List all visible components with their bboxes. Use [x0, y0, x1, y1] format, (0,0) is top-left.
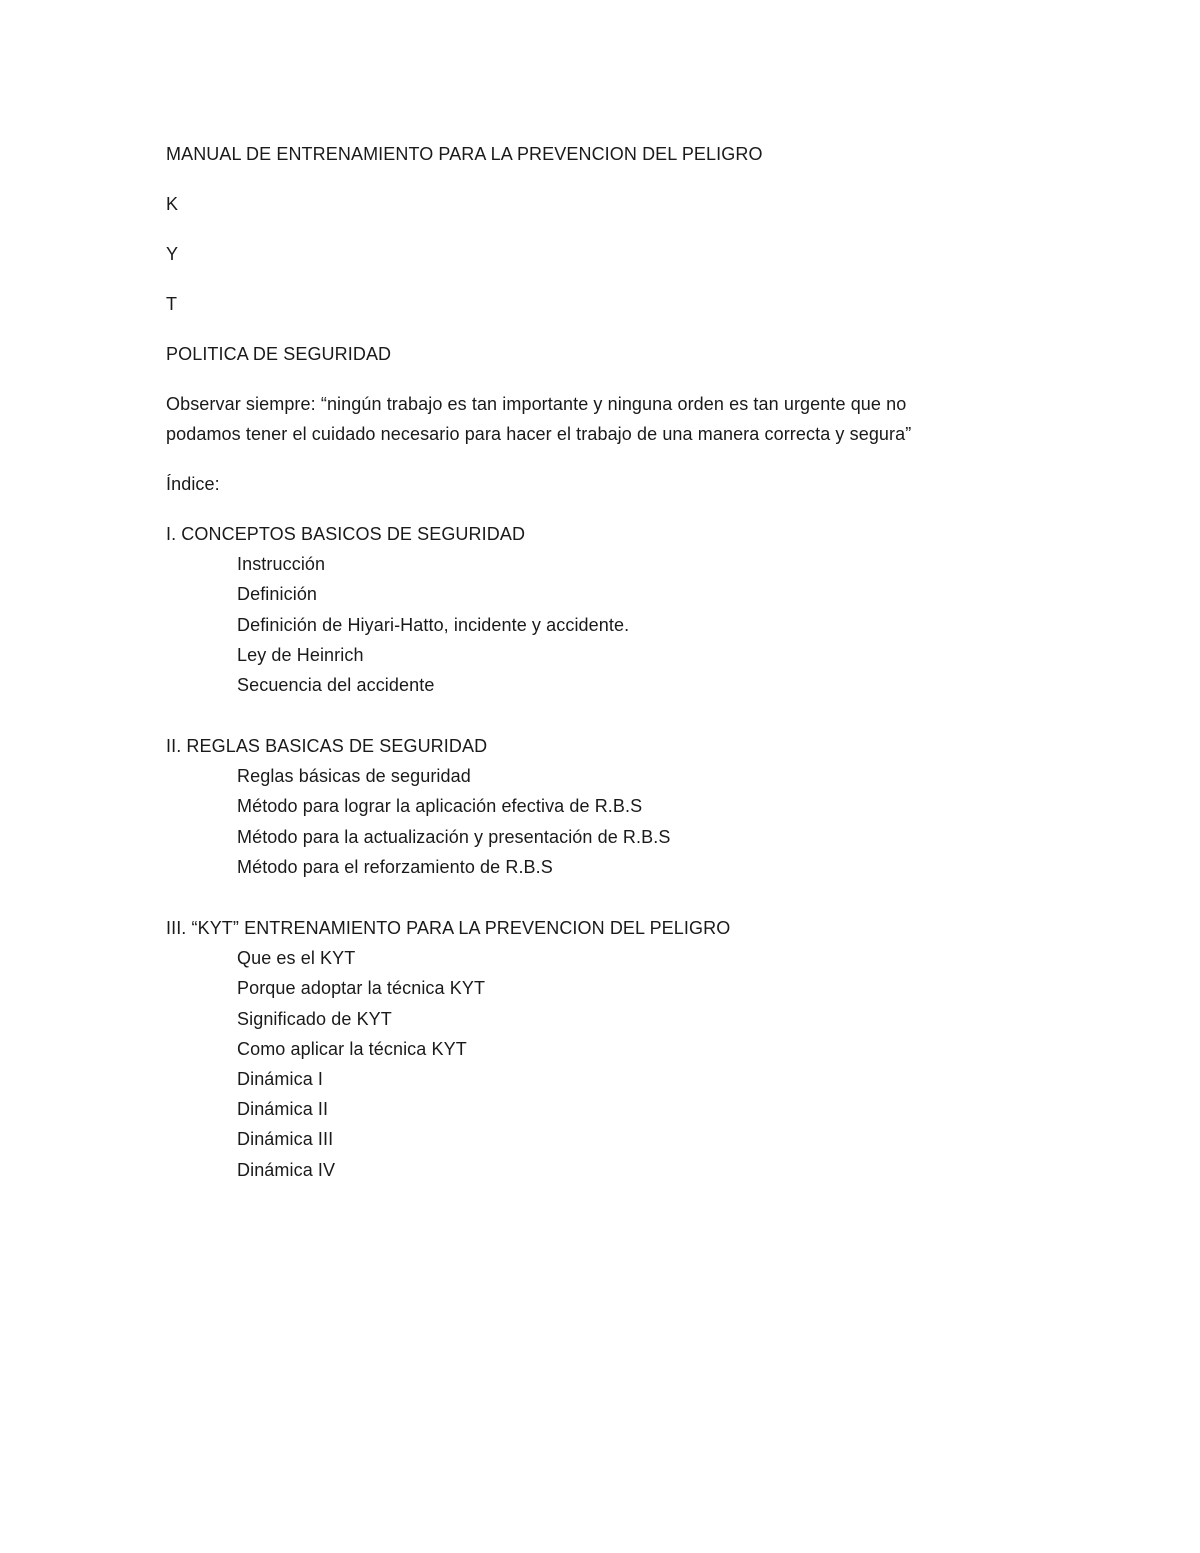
document-title: MANUAL DE ENTRENAMIENTO PARA LA PREVENCION DEL PELIGRO — [166, 144, 763, 164]
list-item: Como aplicar la técnica KYT — [237, 1039, 467, 1059]
list-item: Que es el KYT — [237, 948, 356, 968]
list-item: Dinámica I — [237, 1069, 324, 1089]
list-item: Dinámica II — [237, 1099, 329, 1119]
list-item: Dinámica IV — [237, 1160, 336, 1180]
list-item: Secuencia del accidente — [237, 675, 435, 695]
letter-t: T — [166, 294, 178, 314]
list-item: Método para la actualización y presentación de R.B.S — [237, 827, 671, 847]
list-item: Significado de KYT — [237, 1009, 392, 1029]
list-item: Método para el reforzamiento de R.B.S — [237, 857, 553, 877]
list-item: Método para lograr la aplicación efectiva de R.B.S — [237, 796, 643, 816]
section-heading-1: I. CONCEPTOS BASICOS DE SEGURIDAD — [166, 524, 526, 544]
index-label: Índice: — [166, 474, 220, 494]
list-item: Dinámica III — [237, 1129, 334, 1149]
list-item: Ley de Heinrich — [237, 645, 364, 665]
section-heading-2: II. REGLAS BASICAS DE SEGURIDAD — [166, 736, 488, 756]
list-item: Definición de Hiyari-Hatto, incidente y accidente. — [237, 615, 630, 635]
section-heading-3: III. “KYT” ENTRENAMIENTO PARA LA PREVENCION DEL PELIGRO — [166, 918, 731, 938]
letter-k: K — [166, 194, 179, 214]
list-item: Instrucción — [237, 554, 326, 574]
policy-text-line-1: Observar siempre: “ningún trabajo es tan importante y ninguna orden es tan urgente que no — [166, 394, 907, 414]
list-item: Reglas básicas de seguridad — [237, 766, 471, 786]
letter-y: Y — [166, 244, 179, 264]
policy-text-line-2: podamos tener el cuidado necesario para hacer el trabajo de una manera correcta y segura” — [166, 424, 912, 444]
list-item: Definición — [237, 584, 318, 604]
policy-heading: POLITICA DE SEGURIDAD — [166, 344, 392, 364]
list-item: Porque adoptar la técnica KYT — [237, 978, 486, 998]
